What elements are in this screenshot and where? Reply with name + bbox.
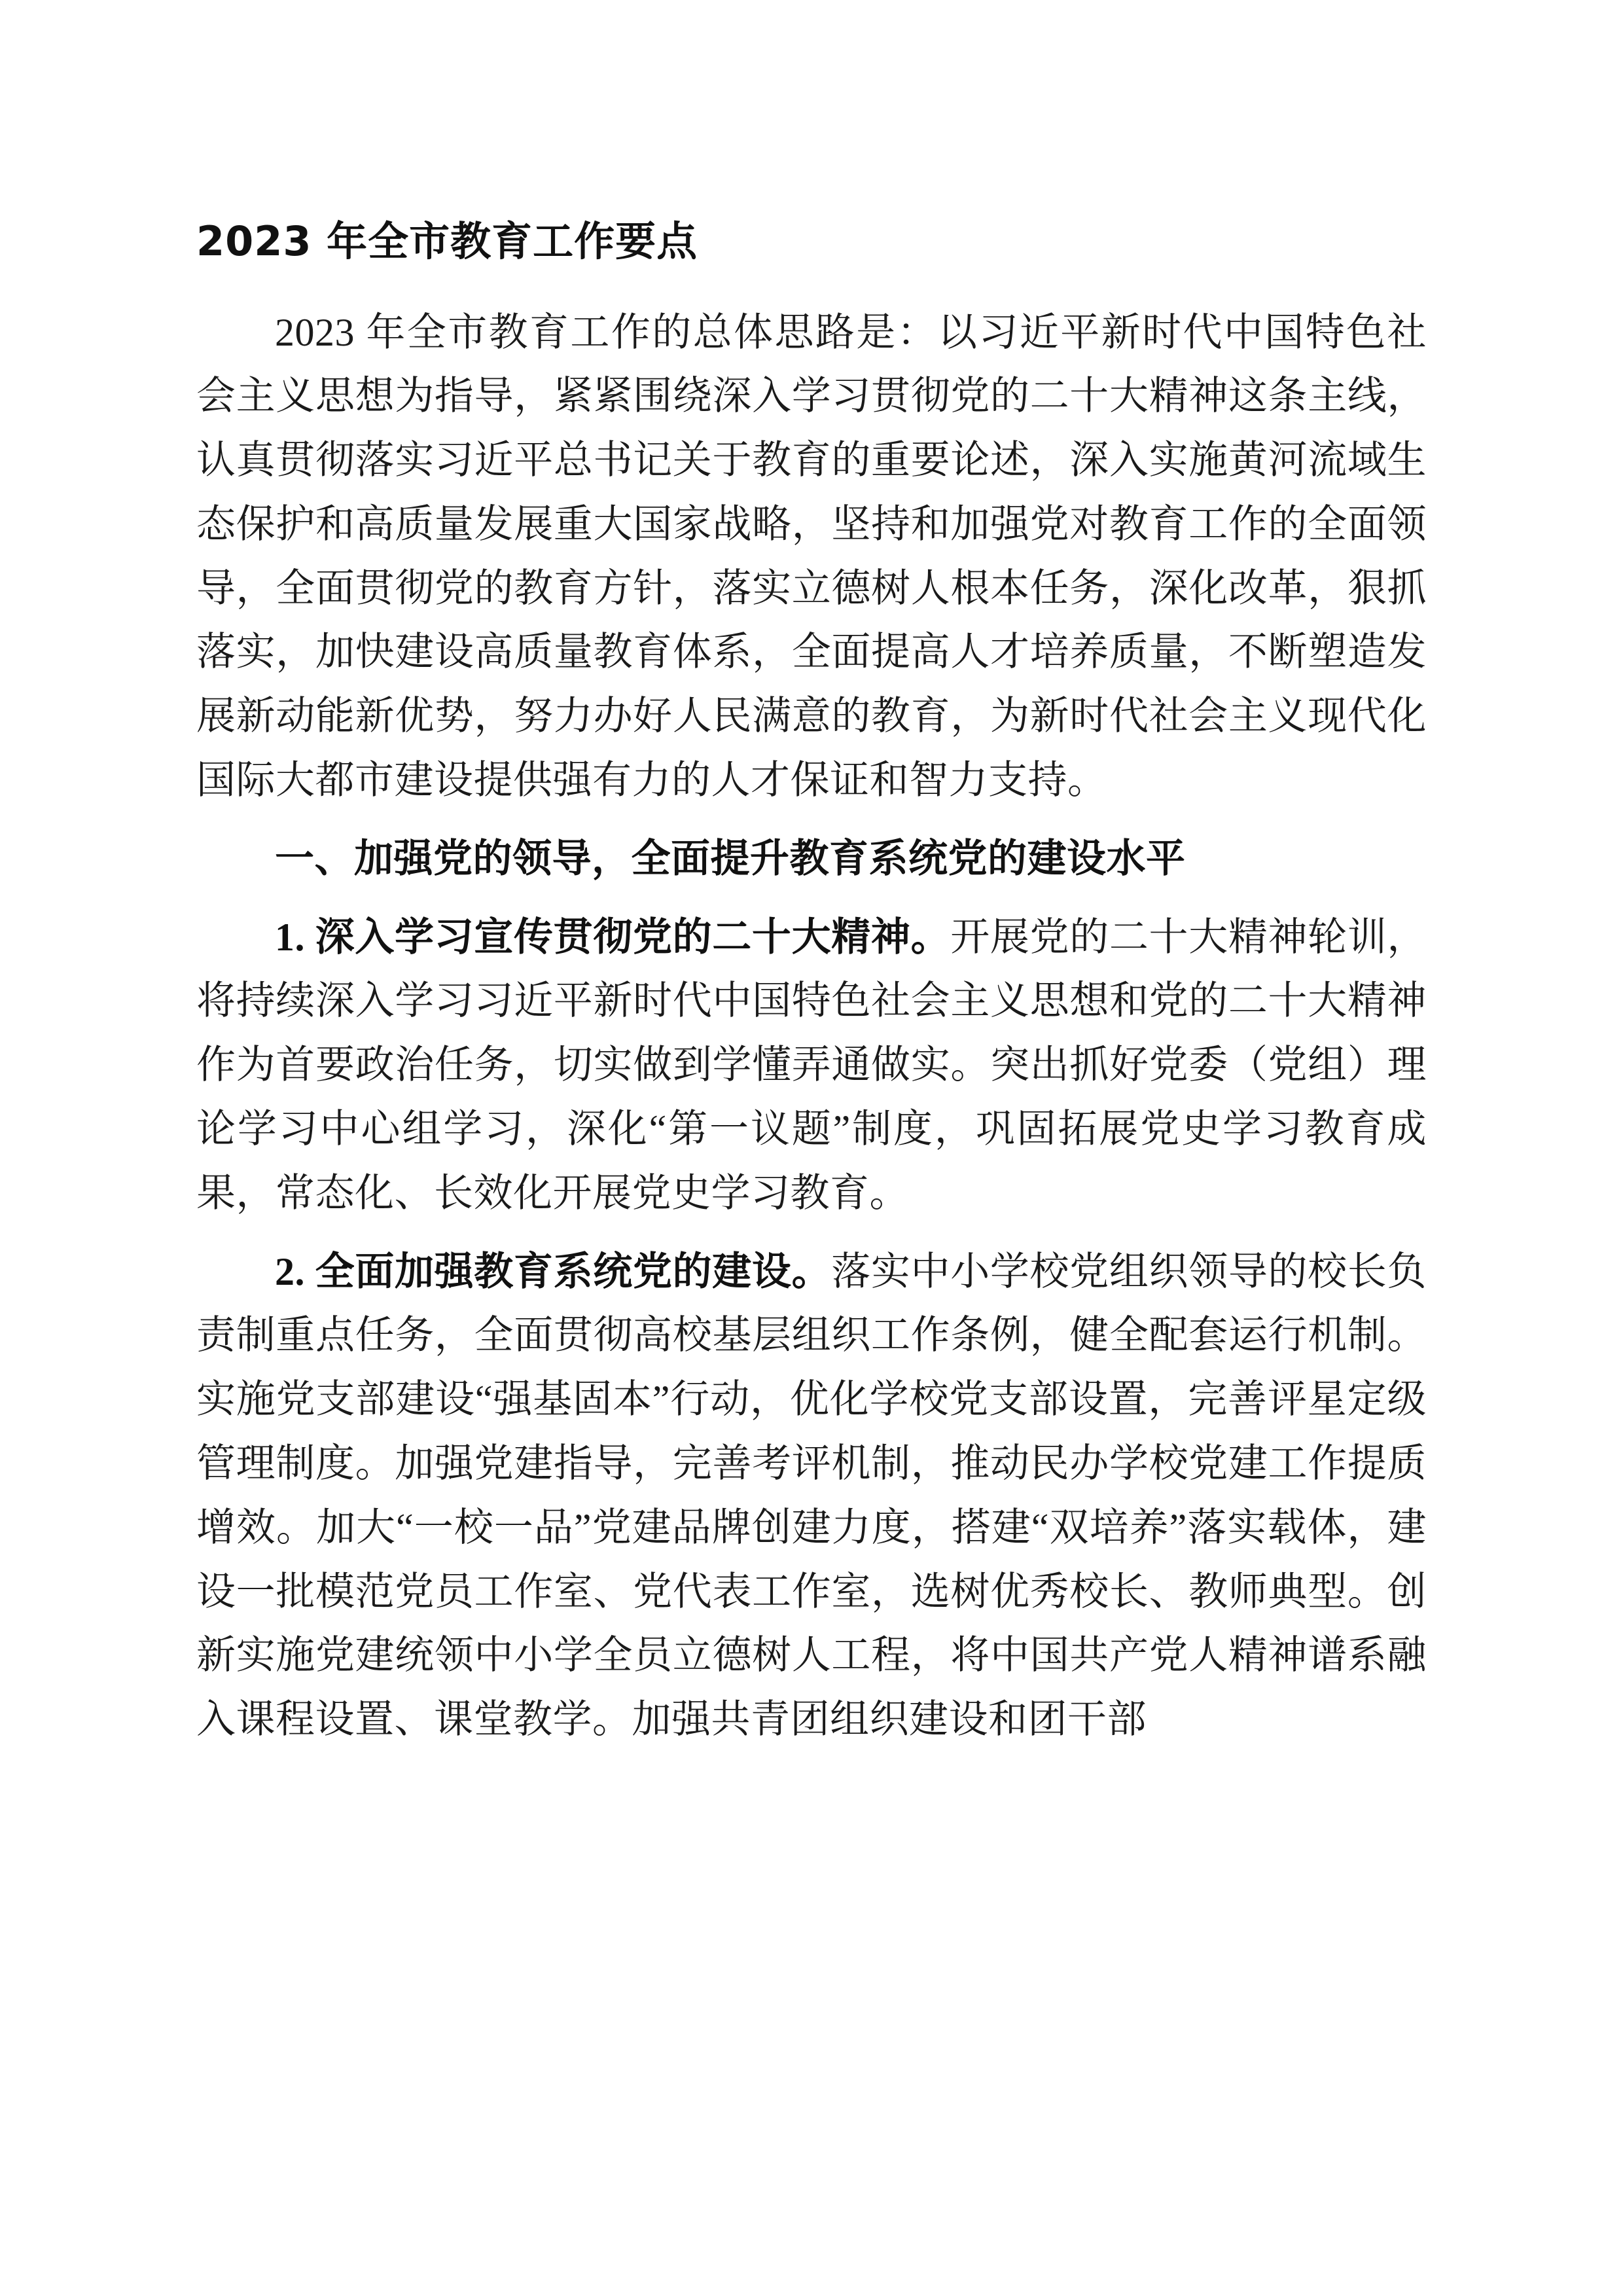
numbered-item-2-body: 落实中小学校党组织领导的校长负责制重点任务，全面贯彻高校基层组织工作条例，健全配套运行机制。实施党支部建设“强基固本”行动，优化学校党支部设置，完善评星定级管理制度。加强党建指导，完善考评机制，推动民办学校党建工作提质增效。加大“一校一品”党建品牌创建力度，搭建“双培养”落实载体，建设一批模范党员工作室、党代表工作室，选树优秀校长、教师典型。创新实施党建统领中小学全员立德树人工程，将中国共产党人精神谱系融入课程设置、课堂教学。加强共青团组织建设和团干部 xyxy=(196,1249,1427,1742)
numbered-item-1-body: 开展党的二十大精神轮训，将持续深入学习习近平新时代中国特色社会主义思想和党的二十大精神作为首要政治任务，切实做到学懂弄通做实。突出抓好党委（党组）理论学习中心组学习，深化“第一议题”制度，巩固拓展党史学习教育成果，常态化、长效化开展党史学习教育。 xyxy=(196,915,1427,1215)
page-title: 2023 年全市教育工作要点 xyxy=(196,217,698,265)
numbered-item-2 xyxy=(196,1240,1427,1752)
numbered-item-1 xyxy=(196,906,1427,1226)
section-heading-1: 一、加强党的领导，全面提升教育系统党的建设水平 xyxy=(275,836,1186,880)
numbered-item-1-lead: 1. 深入学习宣传贯彻党的二十大精神。 xyxy=(275,915,951,959)
intro-paragraph: 2023 年全市教育工作的总体思路是：以习近平新时代中国特色社会主义思想为指导，紧紧围绕深入学习贯彻党的二十大精神这条主线，认真贯彻落实习近平总书记关于教育的重要论述，深入实施黄河流域生态保护和高质量发展重大国家战略，坚持和加强党对教育工作的全面领导，全面贯彻党的教育方针，落实立德树人根本任务，深化改革，狠抓落实，加快建设高质量教育体系，全面提高人才培养质量，不断塑造发展新动能新优势，努力办好人民满意的教育，为新时代社会主义现代化国际大都市建设提供强有力的人才保证和智力支持。 xyxy=(196,310,1427,802)
numbered-item-2-lead: 2. 全面加强教育系统党的建设。 xyxy=(275,1249,832,1293)
